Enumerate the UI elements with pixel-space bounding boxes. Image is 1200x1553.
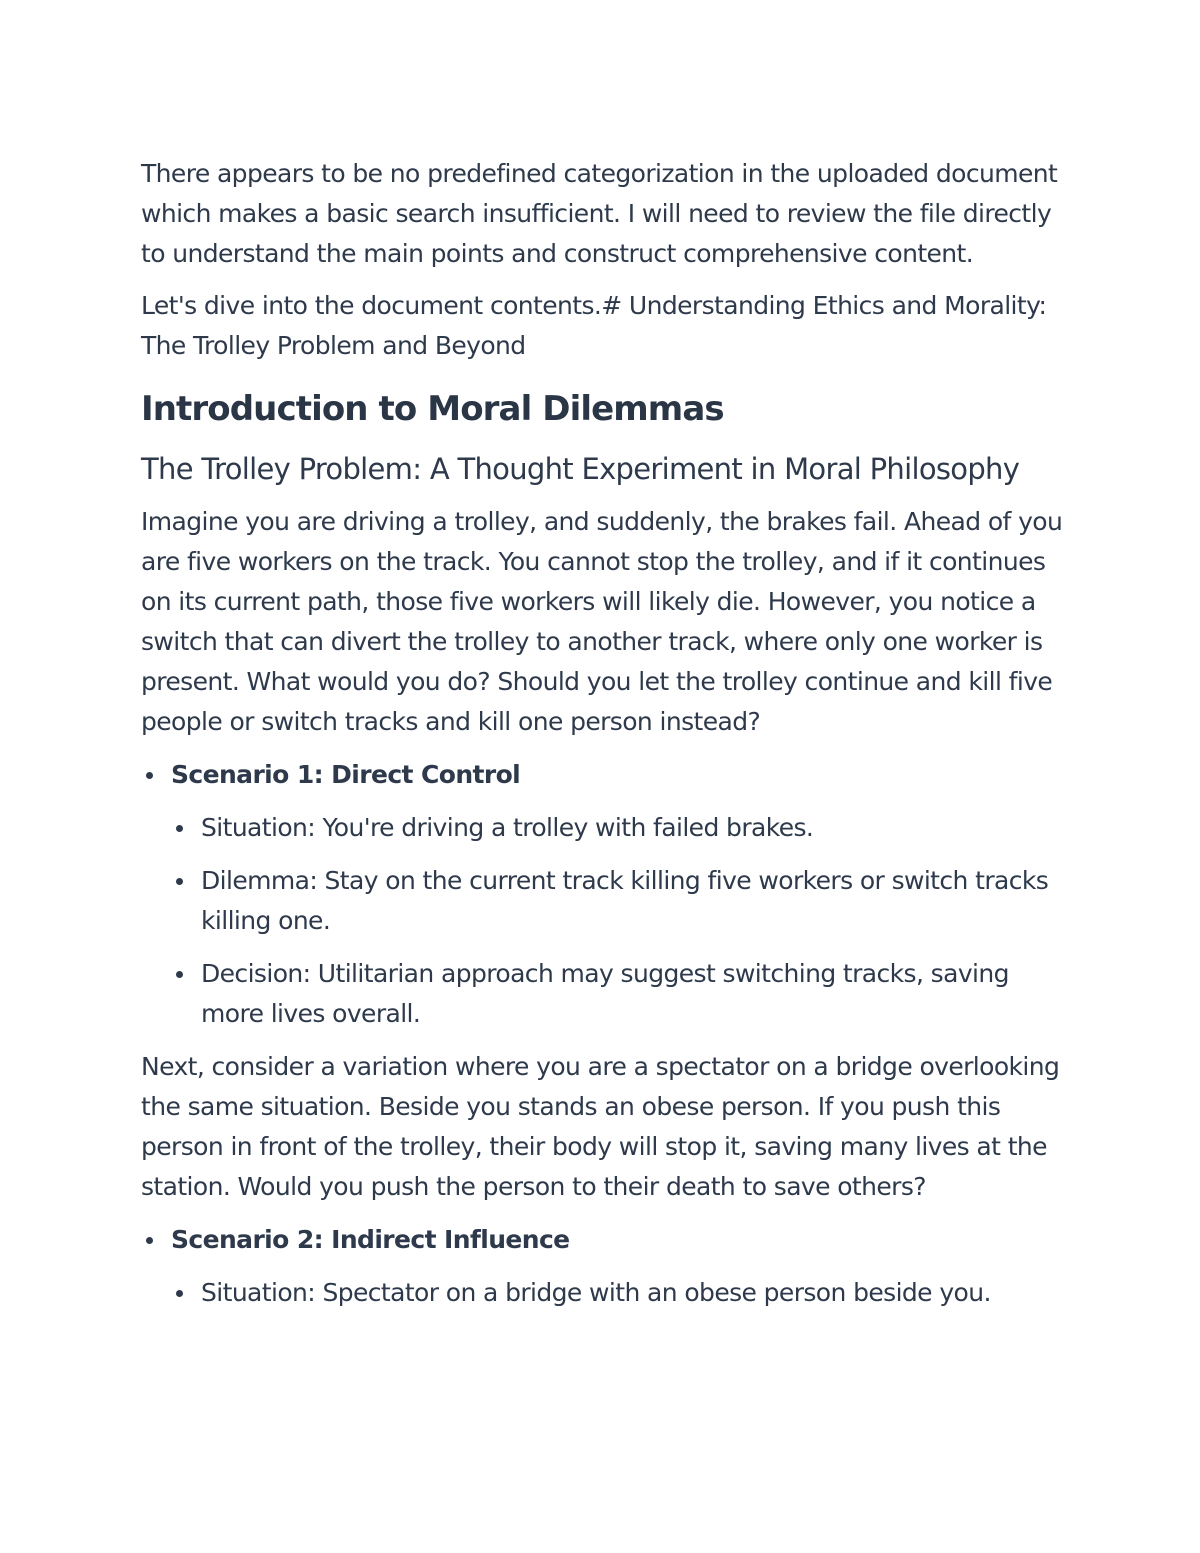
list-item: Situation: Spectator on a bridge with an obese person beside you. — [201, 1273, 1066, 1313]
scenario-2-title: Scenario 2: Indirect Influence — [171, 1225, 570, 1254]
body-paragraph-2: Next, consider a variation where you are a spectator on a bridge overlooking the same situation. Beside you stands an obese person. If you push this person in front of the trolley, their body will stop it, saving many lives at the station. Would you push the person to their death to save others? — [141, 1052, 1060, 1201]
section-heading: Introduction to Moral Dilemmas — [141, 389, 724, 429]
document-page — [141, 154, 1066, 1326]
intro-paragraph-2: Let's dive into the document contents.# Understanding Ethics and Morality: The Trolley Problem and Beyond — [141, 291, 1047, 360]
scenario-1-list — [171, 755, 1066, 1034]
list-item — [171, 1220, 1066, 1313]
list-item: Decision: Utilitarian approach may suggest switching tracks, saving more lives overall. — [201, 954, 1066, 1034]
body-paragraph-1: Imagine you are driving a trolley, and suddenly, the brakes fail. Ahead of you are five workers on the track. You cannot stop the trolley, and if it continues on its current path, those five workers will likely die. However, you notice a switch that can divert the trolley to another track, where only one worker is present. What would you do? Should you let the trolley continue and kill five people or switch tracks and kill one person instead? — [141, 507, 1063, 736]
list-item: Situation: You're driving a trolley with failed brakes. — [201, 808, 1066, 848]
scenario-2-list — [171, 1220, 1066, 1313]
list-item — [171, 755, 1066, 1034]
list-item: Dilemma: Stay on the current track killing five workers or switch tracks killing one. — [201, 861, 1066, 941]
intro-paragraph-1: There appears to be no predefined categorization in the uploaded document which makes a basic search insufficient. I will need to review the file directly to understand the main points and construct comprehensive content. — [141, 159, 1058, 268]
subsection-heading: The Trolley Problem: A Thought Experiment in Moral Philosophy — [141, 452, 1020, 486]
scenario-1-sublist — [201, 808, 1066, 1034]
scenario-1-title: Scenario 1: Direct Control — [171, 760, 521, 789]
scenario-2-sublist — [201, 1273, 1066, 1313]
